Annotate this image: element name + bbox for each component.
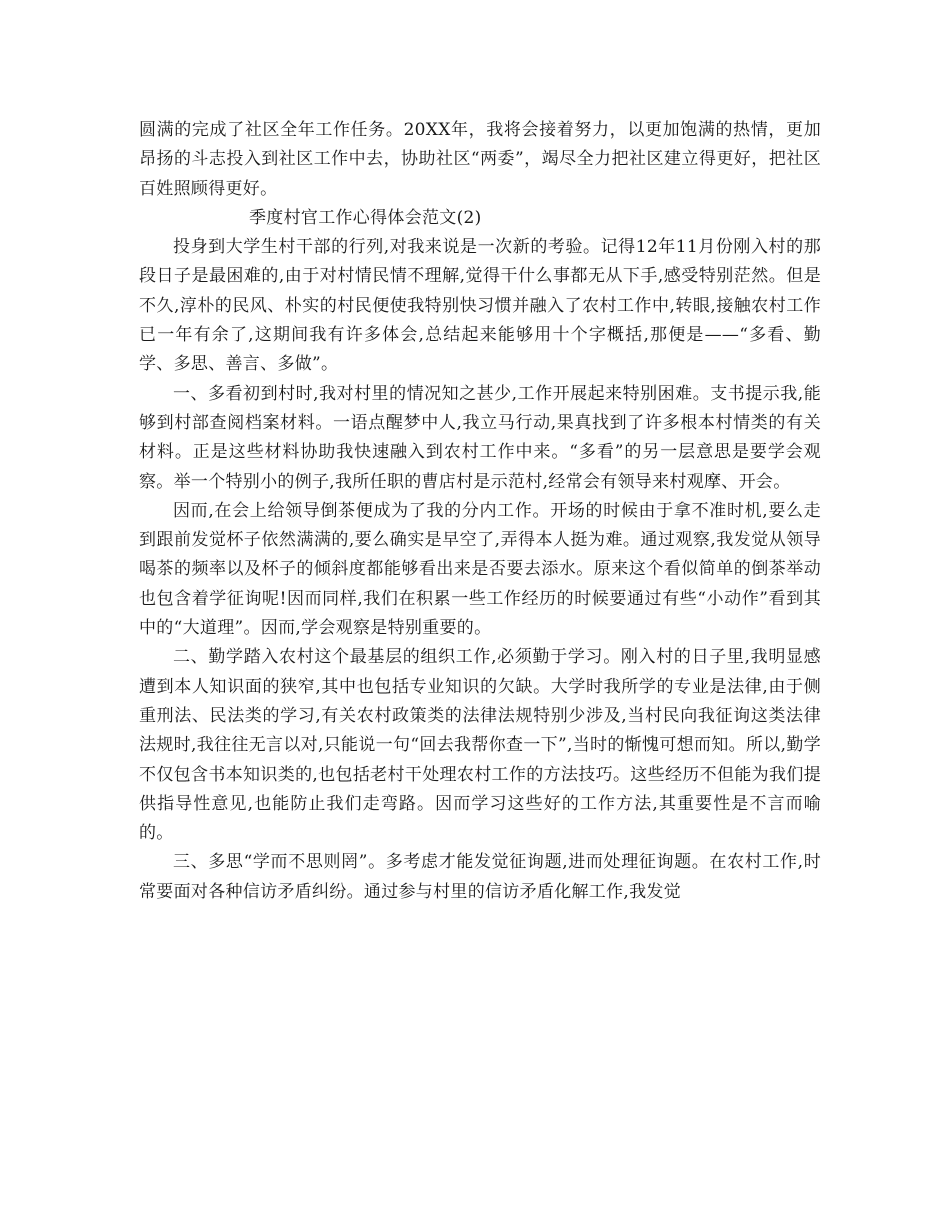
paragraph-tea-example: 因而,在会上给领导倒茶便成为了我的分内工作。开场的时候由于拿不准时机,要么走到跟前发觉杯子依然满满的,要么确实是早空了,弄得本人挺为难。通过观察,我发觉从领导喝茶的频率以及杯子的倾斜度都能够看出来是否要去添水。原来这个看似简单的倒茶举动也包含着学征询呢!因而同样,我们在积累一些工作经历的时候要通过有些“小动作”看到其中的“大道理”。因而,学会观察是特别重要的。 bbox=[139, 500, 821, 639]
paragraph-point-three: 三、多思“学而不思则罔”。多考虑才能发觉征询题,进而处理征询题。在农村工作,时常要面对各种信访矛盾纠纷。通过参与村里的信访矛盾化解工作,我发觉 bbox=[139, 852, 821, 902]
section-heading: 季度村官工作心得体会范文(2) bbox=[249, 207, 482, 228]
paragraph-closing: 圆满的完成了社区全年工作任务。20XX年，我将会接着努力，以更加饱满的热情，更加昂扬的斗志投入到社区工作中去，协助社区“两委”，竭尽全力把社区建立得更好，把社区百姓照顾得更好。 bbox=[139, 120, 821, 199]
paragraph-intro: 投身到大学生村干部的行列,对我来说是一次新的考验。记得12年11月份刚入村的那段日子是最困难的,由于对村情民情不理解,觉得干什么事都无从下手,感受特别茫然。但是不久,淳朴的民风、朴实的村民便使我特别快习惯并融入了农村工作中,转眼,接触农村工作已一年有余了,这期间我有许多体会,总结起来能够用十个字概括,那便是——“多看、勤学、多思、善言、多做”。 bbox=[139, 237, 821, 375]
document-body bbox=[139, 116, 821, 907]
paragraph-point-two: 二、勤学踏入农村这个最基层的组织工作,必须勤于学习。刚入村的日子里,我明显感遭到本人知识面的狭窄,其中也包括专业知识的欠缺。大学时我所学的专业是法律,由于侧重刑法、民法类的学习,有关农村政策类的法律法规特别少涉及,当村民向我征询这类法律法规时,我往往无言以对,只能说一句“回去我帮你查一下”,当时的惭愧可想而知。所以,勤学不仅包含书本知识类的,也包括老村干处理农村工作的方法技巧。这些经历不但能为我们提供指导性意见,也能防止我们走弯路。因而学习这些好的工作方法,其重要性是不言而喻的。 bbox=[139, 647, 821, 844]
paragraph-point-one: 一、多看初到村时,我对村里的情况知之甚少,工作开展起来特别困难。支书提示我,能够到村部查阅档案材料。一语点醒梦中人,我立马行动,果真找到了许多根本村情类的有关材料。正是这些材料协助我快速融入到农村工作中来。“多看”的另一层意思是要学会观察。举一个特别小的例子,我所任职的曹店村是示范村,经常会有领导来村观摩、开会。 bbox=[139, 383, 821, 492]
